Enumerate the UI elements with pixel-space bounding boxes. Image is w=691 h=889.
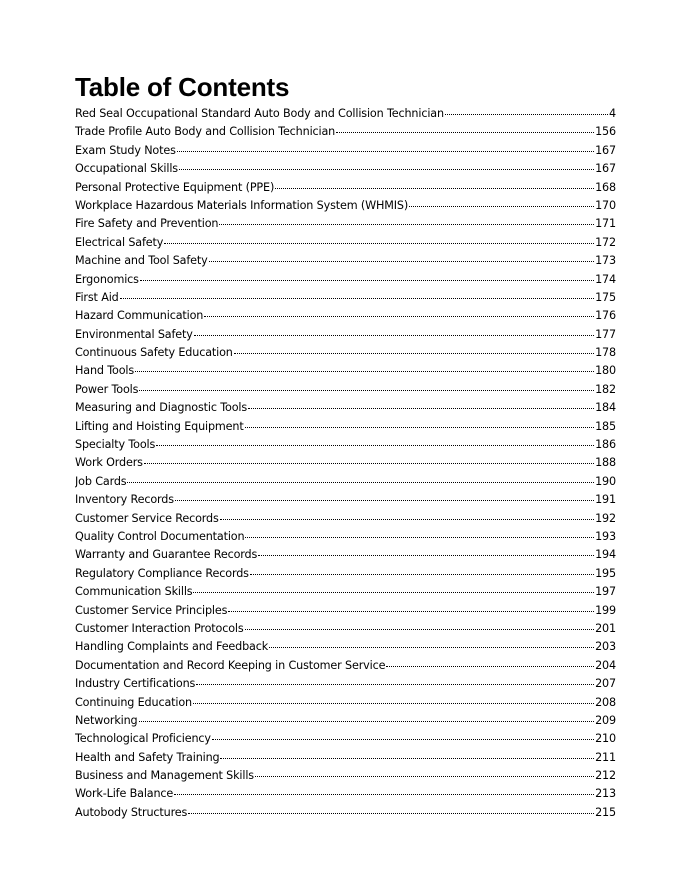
toc-entry-title: Health and Safety Training — [75, 750, 220, 764]
toc-entry-page-number: 211 — [595, 750, 616, 764]
toc-entry-title: Documentation and Record Keeping in Customer Service — [75, 658, 386, 672]
toc-entry-page-number: 182 — [595, 382, 616, 396]
dot-leader — [220, 757, 594, 759]
toc-entry[interactable] — [75, 381, 616, 399]
toc-entry-title: Specialty Tools — [75, 438, 156, 452]
dot-leader — [140, 279, 594, 281]
toc-entry[interactable] — [75, 491, 616, 509]
toc-entry[interactable] — [75, 583, 616, 601]
toc-entry-title: Industry Certifications — [75, 677, 196, 691]
toc-entry-title: Networking — [75, 713, 138, 727]
toc-entry-page-number: 191 — [595, 493, 616, 507]
toc-entry[interactable] — [75, 712, 616, 730]
toc-entry-page-number: 167 — [595, 162, 616, 176]
dot-leader — [135, 370, 594, 372]
toc-entry-page-number: 170 — [595, 198, 616, 212]
toc-entry[interactable] — [75, 326, 616, 344]
toc-entry[interactable] — [75, 271, 616, 289]
toc-entry[interactable] — [75, 344, 616, 362]
toc-entry-title: Work-Life Balance — [75, 787, 174, 801]
toc-entry-page-number: 201 — [595, 621, 616, 635]
dot-leader — [156, 444, 594, 446]
toc-entry-title: Autobody Structures — [75, 805, 188, 819]
toc-entry-title: Quality Control Documentation — [75, 529, 245, 543]
toc-entry[interactable] — [75, 694, 616, 712]
toc-entry-page-number: 176 — [595, 309, 616, 323]
toc-entry-title: Ergonomics — [75, 272, 139, 286]
toc-entry-title: Regulatory Compliance Records — [75, 566, 249, 580]
toc-entry-title: Work Orders — [75, 456, 143, 470]
toc-entry-page-number: 194 — [595, 548, 616, 562]
toc-entry[interactable] — [75, 215, 616, 233]
toc-entry[interactable] — [75, 307, 616, 325]
toc-entry-title: Customer Service Principles — [75, 603, 228, 617]
dot-leader — [144, 462, 594, 464]
dot-leader — [269, 646, 594, 648]
toc-entry-page-number: 171 — [595, 217, 616, 231]
toc-entry-title: Occupational Skills — [75, 162, 178, 176]
dot-leader — [234, 352, 594, 354]
toc-entry-title: Continuous Safety Education — [75, 346, 233, 360]
dot-leader — [120, 297, 594, 299]
dot-leader — [245, 628, 595, 630]
toc-entry-page-number: 199 — [595, 603, 616, 617]
dot-leader — [177, 150, 594, 152]
toc-entry[interactable] — [75, 418, 616, 436]
toc-entry-page-number: 210 — [595, 732, 616, 746]
toc-entry[interactable] — [75, 399, 616, 417]
toc-entry[interactable] — [75, 234, 616, 252]
dot-leader — [127, 481, 594, 483]
toc-entry-title: Power Tools — [75, 382, 139, 396]
dot-leader — [174, 793, 594, 795]
toc-entry-title: Hand Tools — [75, 364, 135, 378]
toc-entry-page-number: 175 — [595, 290, 616, 304]
document-page — [75, 72, 616, 822]
dot-leader — [175, 499, 594, 501]
dot-leader — [164, 242, 594, 244]
toc-entry[interactable] — [75, 289, 616, 307]
toc-entry-page-number: 208 — [595, 695, 616, 709]
dot-leader — [196, 683, 594, 685]
toc-entry-page-number: 174 — [595, 272, 616, 286]
toc-entry-title: Personal Protective Equipment (PPE) — [75, 180, 275, 194]
toc-entry-title: Technological Proficiency — [75, 732, 211, 746]
toc-entry-title: Fire Safety and Prevention — [75, 217, 219, 231]
toc-entry[interactable] — [75, 510, 616, 528]
dot-leader — [275, 187, 594, 189]
toc-entry-page-number: 177 — [595, 327, 616, 341]
toc-entry-page-number: 207 — [595, 677, 616, 691]
dot-leader — [219, 223, 594, 225]
toc-entry-title: Warranty and Guarantee Records — [75, 548, 258, 562]
toc-entry-page-number: 193 — [595, 529, 616, 543]
toc-entry[interactable] — [75, 546, 616, 564]
toc-entry-title: Continuing Education — [75, 695, 192, 709]
toc-entry-page-number: 215 — [595, 805, 616, 819]
toc-entry[interactable] — [75, 638, 616, 656]
toc-entry[interactable] — [75, 657, 616, 675]
toc-entry[interactable] — [75, 473, 616, 491]
dot-leader — [209, 260, 594, 262]
dot-leader — [193, 702, 594, 704]
toc-entry-title: Trade Profile Auto Body and Collision Technician — [75, 125, 336, 139]
toc-entry[interactable] — [75, 123, 616, 141]
dot-leader — [212, 738, 594, 740]
toc-entry[interactable] — [75, 730, 616, 748]
toc-entry-page-number: 186 — [595, 438, 616, 452]
toc-entry-title: First Aid — [75, 290, 119, 304]
toc-entry[interactable] — [75, 565, 616, 583]
toc-entry-title: Workplace Hazardous Materials Information System (WHMIS) — [75, 198, 409, 212]
toc-entry-page-number: 190 — [595, 474, 616, 488]
dot-leader — [258, 554, 594, 556]
toc-list — [75, 105, 616, 822]
toc-entry-page-number: 184 — [595, 401, 616, 415]
page-title: Table of Contents — [75, 72, 290, 102]
toc-entry[interactable] — [75, 252, 616, 270]
toc-entry-page-number: 203 — [595, 640, 616, 654]
toc-entry-title: Business and Management Skills — [75, 769, 254, 783]
toc-entry-title: Measuring and Diagnostic Tools — [75, 401, 248, 415]
toc-entry[interactable] — [75, 804, 616, 822]
toc-entry-title: Inventory Records — [75, 493, 174, 507]
dot-leader — [445, 113, 608, 115]
toc-entry[interactable] — [75, 785, 616, 803]
toc-entry-page-number: 204 — [595, 658, 616, 672]
toc-entry-page-number: 178 — [595, 346, 616, 360]
dot-leader — [248, 407, 594, 409]
toc-entry-page-number: 180 — [595, 364, 616, 378]
dot-leader — [255, 775, 594, 777]
toc-entry-title: Exam Study Notes — [75, 143, 176, 157]
toc-entry[interactable] — [75, 749, 616, 767]
toc-entry-page-number: 172 — [595, 235, 616, 249]
toc-entry[interactable] — [75, 675, 616, 693]
dot-leader — [220, 518, 594, 520]
dot-leader — [204, 315, 594, 317]
toc-entry[interactable] — [75, 197, 616, 215]
toc-entry-title: Customer Interaction Protocols — [75, 621, 244, 635]
dot-leader — [336, 131, 594, 133]
dot-leader — [139, 389, 594, 391]
dot-leader — [245, 426, 594, 428]
toc-entry-page-number: 167 — [595, 143, 616, 157]
toc-entry-page-number: 192 — [595, 511, 616, 525]
toc-entry-page-number: 209 — [595, 713, 616, 727]
toc-entry[interactable] — [75, 620, 616, 638]
toc-entry-page-number: 185 — [595, 419, 616, 433]
toc-entry[interactable] — [75, 160, 616, 178]
toc-entry-title: Machine and Tool Safety — [75, 254, 208, 268]
toc-entry[interactable] — [75, 142, 616, 160]
toc-entry-title: Communication Skills — [75, 585, 193, 599]
toc-entry[interactable] — [75, 362, 616, 380]
toc-entry-title: Job Cards — [75, 474, 127, 488]
toc-entry-page-number: 195 — [595, 566, 616, 580]
dot-leader — [194, 334, 594, 336]
toc-entry-page-number: 173 — [595, 254, 616, 268]
dot-leader — [188, 812, 594, 814]
toc-entry-title: Environmental Safety — [75, 327, 193, 341]
toc-entry-title: Customer Service Records — [75, 511, 219, 525]
toc-entry[interactable] — [75, 767, 616, 785]
dot-leader — [228, 610, 594, 612]
dot-leader — [193, 591, 594, 593]
toc-entry-page-number: 156 — [595, 125, 616, 139]
dot-leader — [409, 205, 594, 207]
toc-entry[interactable] — [75, 105, 616, 123]
toc-entry-title: Hazard Communication — [75, 309, 204, 323]
toc-entry[interactable] — [75, 436, 616, 454]
toc-entry-page-number: 213 — [595, 787, 616, 801]
toc-entry-page-number: 197 — [595, 585, 616, 599]
dot-leader — [386, 665, 594, 667]
toc-entry[interactable] — [75, 179, 616, 197]
toc-entry-title: Red Seal Occupational Standard Auto Body and Collision Technician — [75, 107, 444, 120]
toc-entry-page-number: 4 — [609, 107, 616, 120]
toc-entry[interactable] — [75, 454, 616, 472]
toc-entry-title: Handling Complaints and Feedback — [75, 640, 269, 654]
toc-entry-title: Electrical Safety — [75, 235, 164, 249]
toc-entry-title: Lifting and Hoisting Equipment — [75, 419, 244, 433]
toc-entry[interactable] — [75, 528, 616, 546]
dot-leader — [139, 720, 595, 722]
toc-entry-page-number: 188 — [595, 456, 616, 470]
toc-entry-page-number: 212 — [595, 769, 616, 783]
dot-leader — [245, 536, 594, 538]
dot-leader — [179, 168, 594, 170]
dot-leader — [250, 573, 594, 575]
toc-entry[interactable] — [75, 602, 616, 620]
toc-entry-page-number: 168 — [595, 180, 616, 194]
